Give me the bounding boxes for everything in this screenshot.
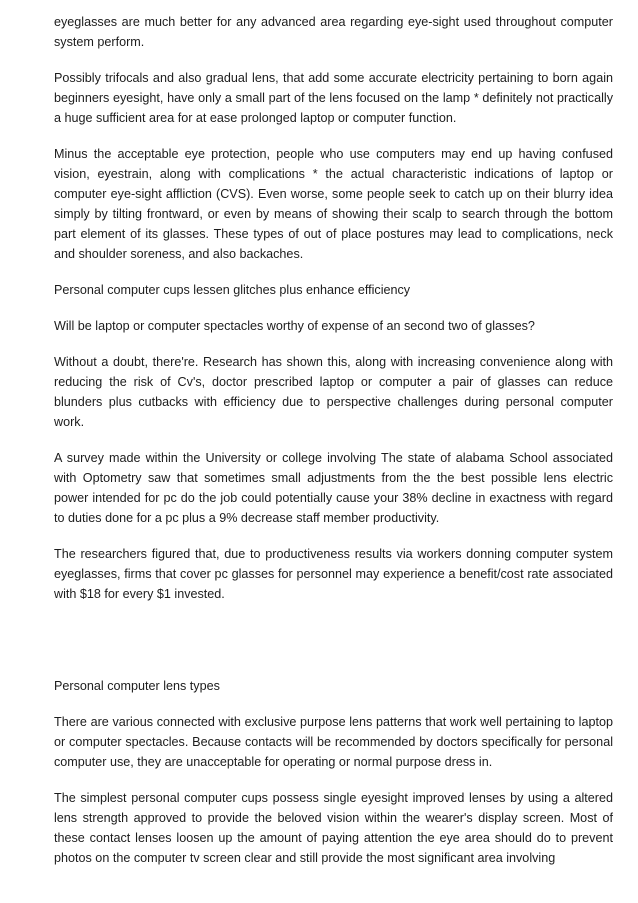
paragraph: A survey made within the University or college involving The state of alabama School associated with Optometry saw that sometimes small adjustments from the the best possible lens electric power intended for pc do the job could potentially cause your 38% decline in exactness with regard to duties done for a pc plus a 9% decrease staff member productivity. xyxy=(54,451,613,525)
paragraph: eyeglasses are much better for any advanced area regarding eye-sight used throughout computer system perform. xyxy=(54,15,613,49)
paragraph: Without a doubt, there're. Research has shown this, along with increasing convenience along with reducing the risk of Cv's, doctor prescribed laptop or computer a pair of glasses can reduce blunders plus cutbacks with efficiency due to perspective challenges during personal computer work. xyxy=(54,355,613,429)
paragraph: The simplest personal computer cups possess single eyesight improved lenses by using a altered lens strength approved to provide the beloved vision within the wearer's display screen. Most of these contact lenses loosen up the amount of paying attention the eye area should do to prevent photos on the computer tv screen clear and still provide the most significant area involving xyxy=(54,791,613,865)
section-heading: Personal computer lens types xyxy=(54,679,220,693)
document-body xyxy=(54,12,613,868)
paragraph: Minus the acceptable eye protection, people who use computers may end up having confused vision, eyestrain, along with complications * the actual characteristic indications of laptop or computer eye-sight affliction (CVS). Even worse, some people seek to catch up on their blurry idea simply by tilting frontward, or even by means of showing their scalp to search through the bottom part element of its glasses. These types of out of place postures may lead to complications, neck and shoulder soreness, and also backaches. xyxy=(54,147,613,261)
paragraph: Possibly trifocals and also gradual lens, that add some accurate electricity pertaining to born again beginners eyesight, have only a small part of the lens focused on the lamp * definitely not practically a huge sufficient area for at ease prolonged laptop or computer function. xyxy=(54,71,613,125)
question-line: Will be laptop or computer spectacles worthy of expense of an second two of glasses? xyxy=(54,319,535,333)
paragraph: There are various connected with exclusive purpose lens patterns that work well pertaining to laptop or computer spectacles. Because contacts will be recommended by doctors specifically for personal computer use, they are unacceptable for operating or normal purpose dress in. xyxy=(54,715,613,769)
section-heading: Personal computer cups lessen glitches plus enhance efficiency xyxy=(54,283,411,297)
blank-gap xyxy=(54,620,613,676)
paragraph: The researchers figured that, due to productiveness results via workers donning computer system eyeglasses, firms that cover pc glasses for personnel may experience a benefit/cost rate associated with $18 for every $1 invested. xyxy=(54,547,613,601)
